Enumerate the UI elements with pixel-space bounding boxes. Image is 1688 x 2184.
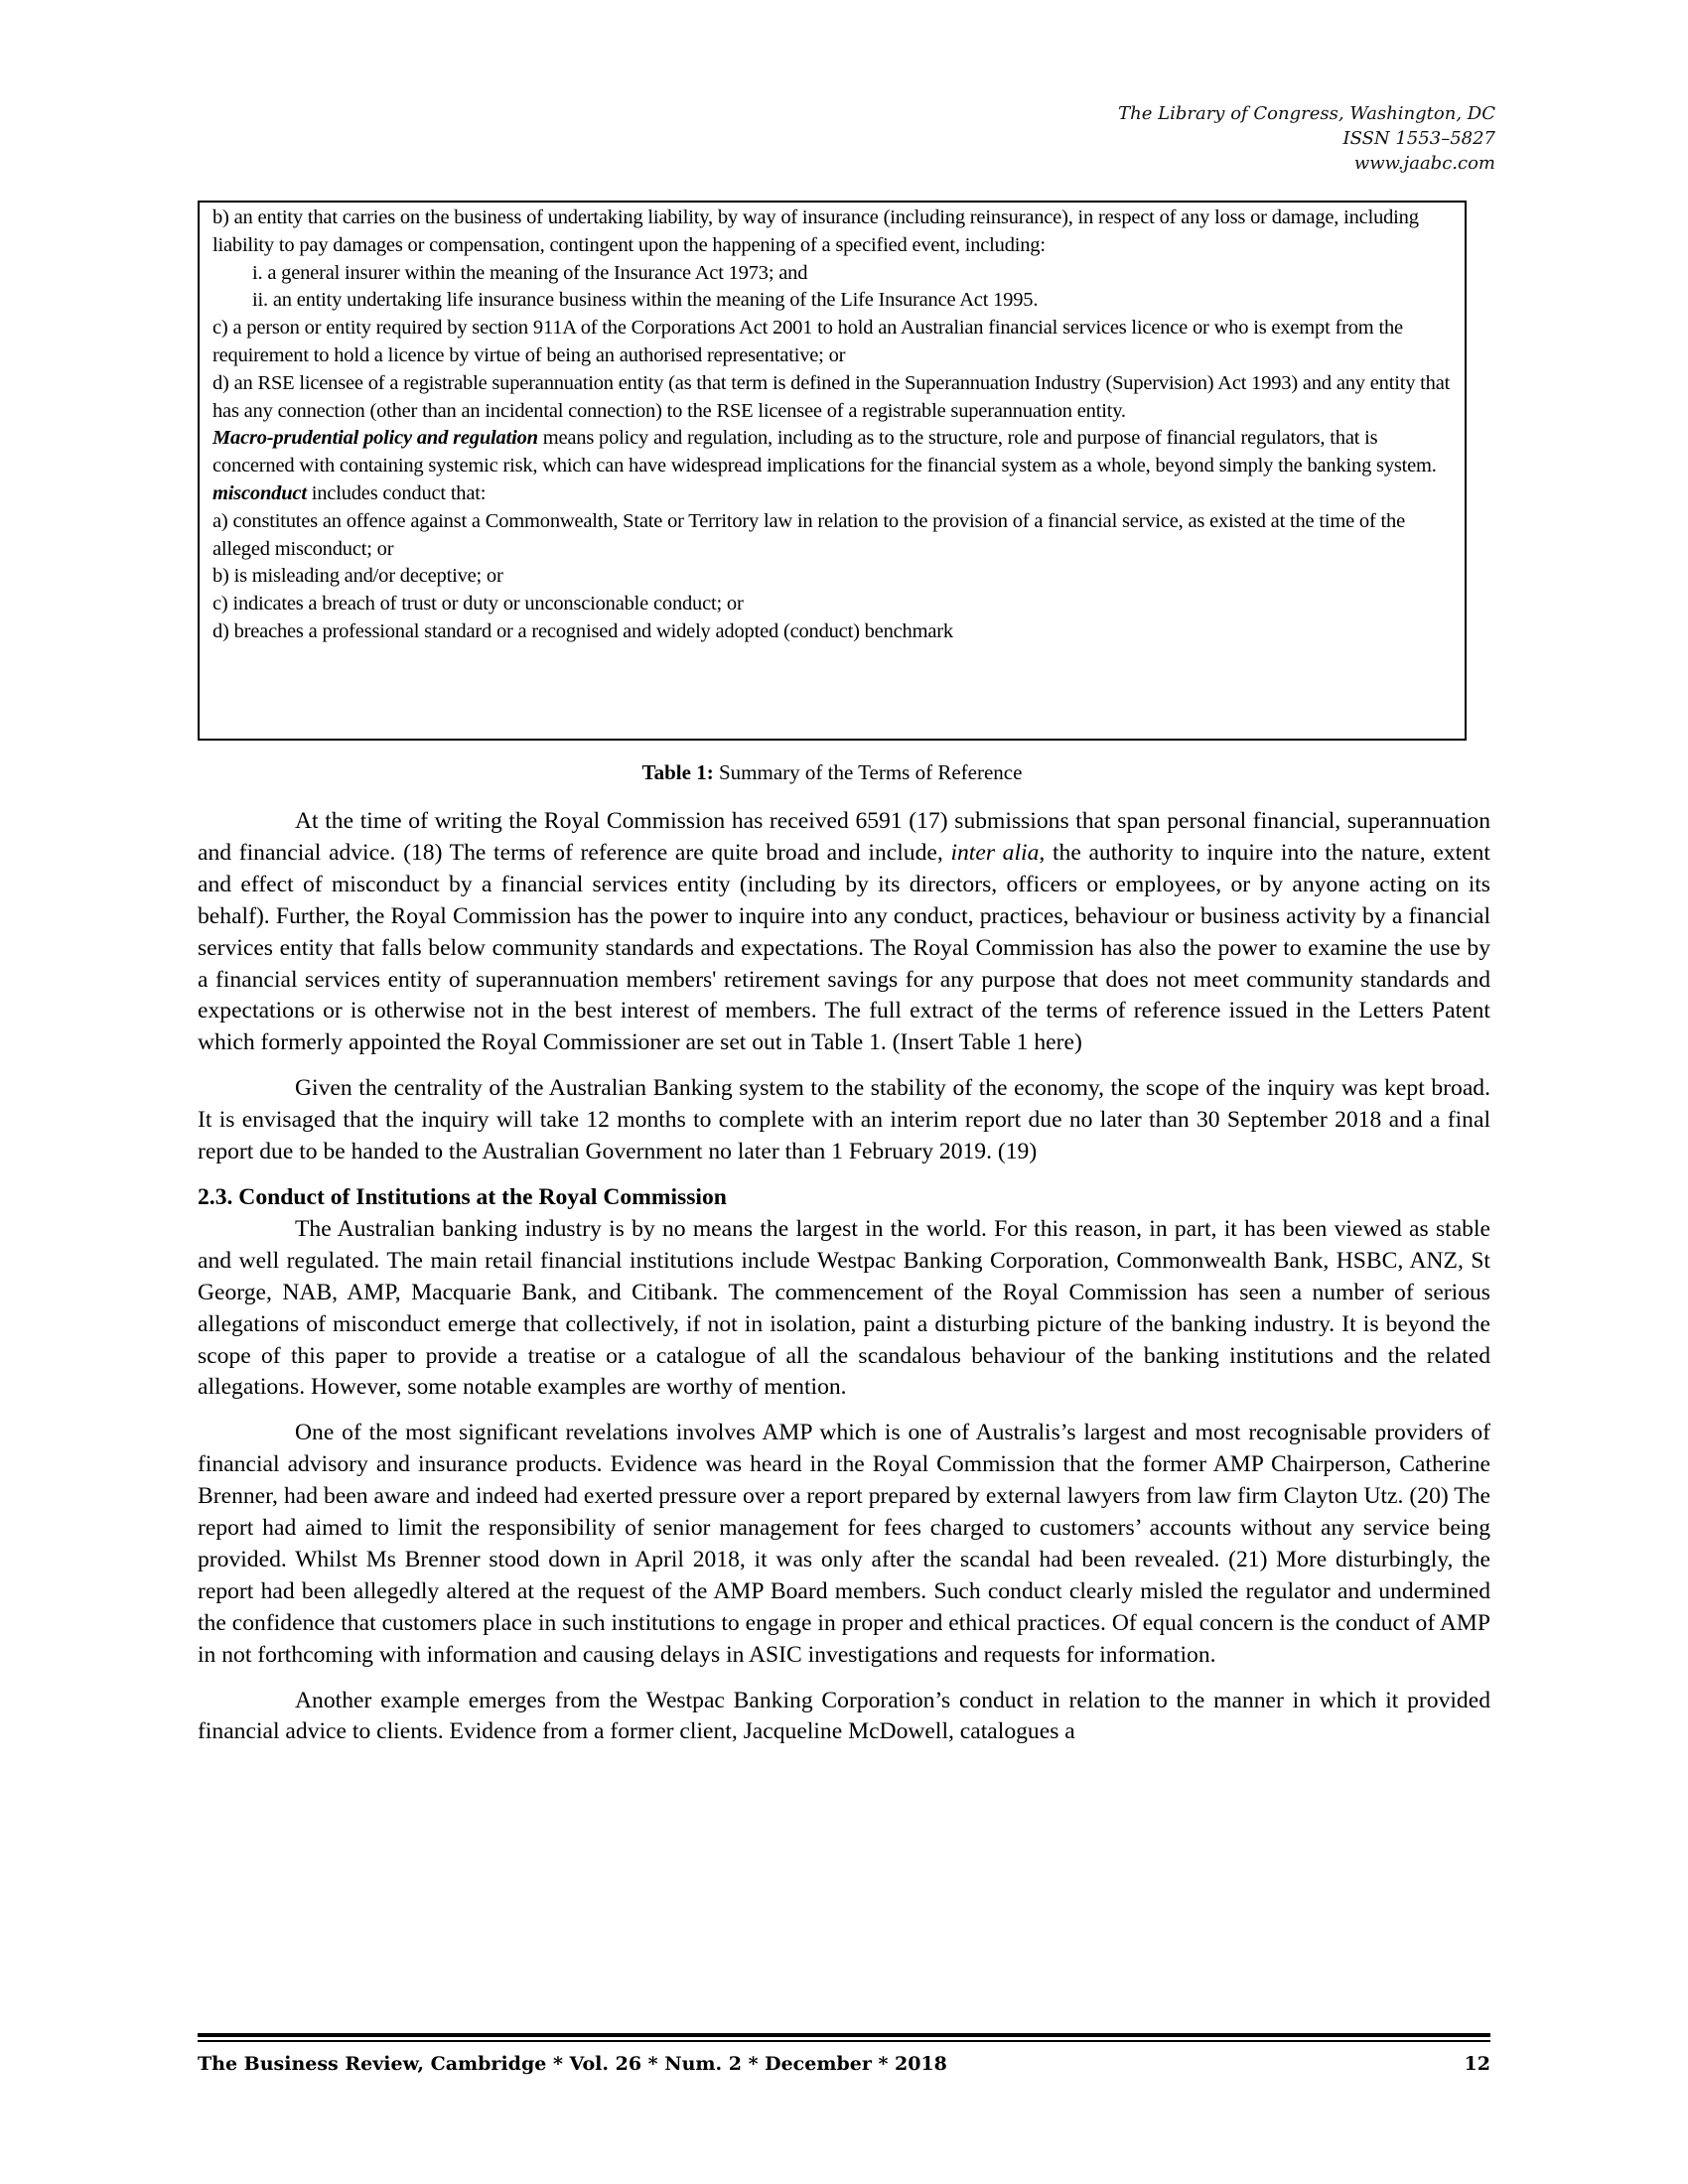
misconduct-definition — [212, 480, 1455, 508]
misconduct-item-c: c) indicates a breach of trust or duty or unconscionable conduct; or — [212, 593, 744, 615]
header-issn: ISSN 1553–5827 — [1342, 128, 1495, 149]
macro-prudential-term: Macro-prudential policy and regulation — [212, 427, 538, 450]
entity-definition-b-i: i. a general insurer within the meaning of the Insurance Act 1973; and — [252, 261, 808, 284]
caption-label: Table 1: — [641, 760, 714, 784]
header-library: The Library of Congress, Washington, DC — [1118, 103, 1495, 124]
misconduct-item-a: a) constitutes an offence against a Commonwealth, State or Territory law in relation to the provision of a financial service, as existed at the time of the alleged misconduct; or — [212, 509, 1405, 560]
macro-prudential-text: means policy and regulation, including as to the structure, role and purpose of financial regulators, that is concerned with containing systemic risk, which can have widespread implications for the financial system as a whole, beyond simply the banking system. — [212, 427, 1437, 478]
paragraph-amp: One of the most significant revelations involves AMP which is one of Australis’s largest and most recognisable providers of financial advisory and insurance products. Evidence was heard in the Royal Commission that the former AMP Chairperson, Catherine Brenner, had been aware and indeed had exerted pressure over a report prepared by external lawyers from law firm Clayton Utz. (20) The report had aimed to limit the responsibility of senior management for fees charged to customers’ accounts without any service being provided. Whilst Ms Brenner stood down in April 2018, it was only after the scandal had been revealed. (21) More disturbingly, the report had been allegedly altered at the request of the AMP Board members. Such conduct clearly misled the regulator and undermined the confidence that customers place in such institutions to engage in proper and ethical practices. Of equal concern is the conduct of AMP in not forthcoming with information and causing delays in ASIC investigations and requests for information. — [198, 1420, 1490, 1668]
entity-definition-d: d) an RSE licensee of a registrable superannuation entity (as that term is defined in the Superannuation Industry (Supervision) Act 1993) and any entity that has any connection (other than an incidental connection) to the RSE licensee of a registrable superannuation entity. — [212, 371, 1451, 422]
entity-definition-b-ii: ii. an entity undertaking life insurance business within the meaning of the Life Insurance Act 1995. — [252, 289, 1039, 312]
paragraph-submissions-part2: , the authority to inquire into the nature, extent and effect of misconduct by a financial services entity (including by its directors, officers or employees, or by anyone acting on its behalf). Further, the Royal Commission has the power to inquire into any conduct, practices, behaviour or business activity by a financial services entity that falls below community standards and expectations. The Royal Commission has also the power to examine the use by a financial services entity of superannuation members' retirement savings for any purpose that does not meet community standards and expectations or is otherwise not in the best interest of members. The full extract of the terms of reference issued in the Letters Patent which formerly appointed the Royal Commissioner are set out in Table 1. (Insert Table 1 here) — [198, 839, 1490, 1056]
section-heading: 2.3. Conduct of Institutions at the Royal Commission — [198, 1183, 727, 1210]
misconduct-item-b: b) is misleading and/or deceptive; or — [212, 565, 503, 588]
footer-rule-thin — [198, 2040, 1490, 2042]
misconduct-term: misconduct — [212, 481, 307, 504]
header-website: www.jaabc.com — [1353, 153, 1495, 174]
paragraph-submissions-part1: At the time of writing the Royal Commission has received 6591 (17) submissions that span personal financial, superannuation and financial advice. (18) The terms of reference are quite broad and include, — [198, 808, 1490, 866]
entity-definition-c: c) a person or entity required by section 911A of the Corporations Act 2001 to hold an Australian financial services licence or who is exempt from the requirement to hold a licence by virtue of being an authorised representative; or — [212, 317, 1403, 366]
body-text — [198, 806, 1490, 1762]
caption-text: Summary of the Terms of Reference — [713, 760, 1023, 784]
paragraph-submissions — [198, 806, 1490, 1059]
paragraph-westpac: Another example emerges from the Westpac Banking Corporation’s conduct in relation to the manner in which it provided financial advice to clients. Evidence from a former client, Jacqueline McDowell, catalogues a — [198, 1687, 1490, 1745]
misconduct-text: includes conduct that: — [306, 481, 487, 504]
entity-definition-b: b) an entity that carries on the business of undertaking liability, by way of insurance (including reinsurance), in respect of any loss or damage, including liability to pay damages or compensation, contingent upon the happening of a specified event, including: — [212, 206, 1419, 256]
paragraph-submissions-italic: inter alia — [950, 839, 1040, 866]
misconduct-item-d: d) breaches a professional standard or a recognised and widely adopted (conduct) benchmark — [212, 619, 953, 642]
running-header — [1118, 101, 1495, 176]
macro-prudential-definition — [212, 425, 1455, 480]
footer-rule-thick — [198, 2033, 1490, 2037]
paragraph-banking-industry: The Australian banking industry is by no means the largest in the world. For this reason, in part, it has been viewed as stable and well regulated. The main retail financial institutions include Westpac Banking Corporation, Commonwealth Bank, HSBC, ANZ, St George, NAB, AMP, Macquarie Bank, and Citibank. The commencement of the Royal Commission has seen a number of serious allegations of misconduct emerge that collectively, if not in isolation, paint a disturbing picture of the banking industry. It is beyond the scope of this paper to provide a treatise or a catalogue of all the scandalous behaviour of the banking institutions and the related allegations. However, some notable examples are worthy of mention. — [198, 1215, 1490, 1401]
table-caption — [198, 758, 1467, 786]
journal-citation: The Business Review, Cambridge * Vol. 26 * Num. 2 * December * 2018 — [198, 2053, 947, 2075]
paragraph-scope: Given the centrality of the Australian Banking system to the stability of the economy, the scope of the inquiry was kept broad. It is envisaged that the inquiry will take 12 months to complete with an interim report due no later than 30 September 2018 and a final report due to be handed to the Australian Government no later than 1 February 2019. (19) — [198, 1075, 1490, 1165]
page-number: 12 — [1464, 2053, 1490, 2075]
terms-of-reference-table — [198, 201, 1467, 741]
